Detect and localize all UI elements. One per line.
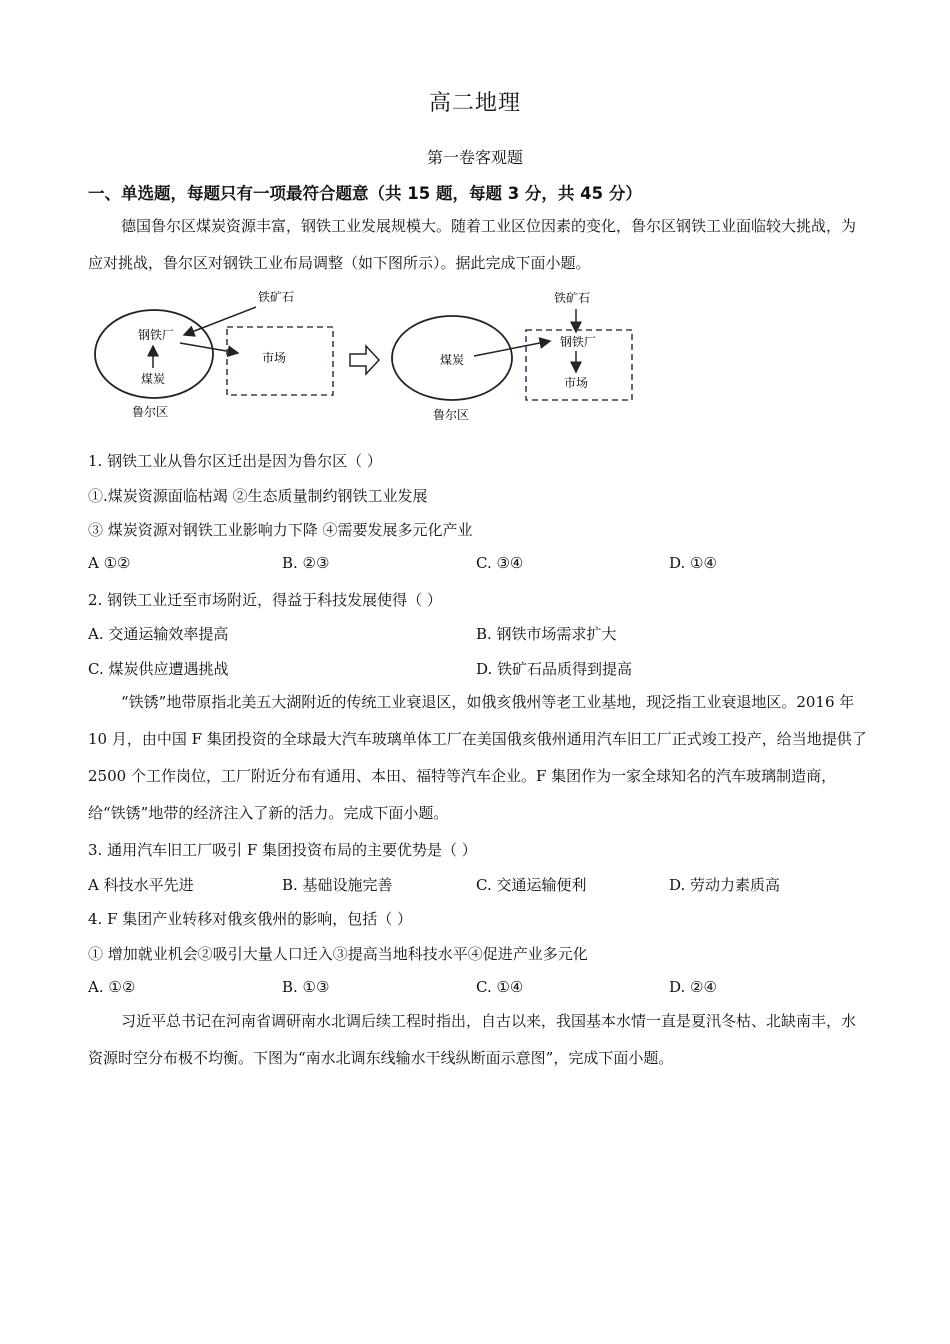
coal-label-left: 煤炭 [141,372,166,386]
q3-option-a[interactable]: A 科技水平先进 [88,876,194,894]
market-label-right: 市场 [564,376,589,390]
region-label-left: 鲁尔区 [132,405,169,419]
q2-option-d[interactable]: D. 铁矿石品质得到提高 [476,660,633,678]
q1-option-b[interactable]: B. ②③ [282,554,330,572]
q3-option-c[interactable]: C. 交通运输便利 [476,876,587,894]
q4-option-d[interactable]: D. ②④ [669,978,717,996]
passage-ruhr: 德国鲁尔区煤炭资源丰富，钢铁工业发展规模大。随着工业区位因素的变化，鲁尔区钢铁工业面临较大挑战，为应对挑战，鲁尔区对钢铁工业布局调整（如下图所示）。据此完成下面小题。 [88,217,857,272]
steel-plant-label-right: 钢铁厂 [560,335,597,349]
market-label-left: 市场 [262,351,287,365]
region-label-right: 鲁尔区 [433,408,470,422]
q4-option-c[interactable]: C. ①④ [476,978,524,996]
question-1-stem: 1. 钢铁工业从鲁尔区迁出是因为鲁尔区（ ） [88,452,382,470]
coal-label-right: 煤炭 [440,353,465,367]
passage-water-diversion: 习近平总书记在河南省调研南水北调后续工程时指出，自古以来，我国基本水情一直是夏汛冬枯、北缺南丰，水资源时空分布极不均衡。下图为“南水北调东线输水干线纵断面示意图”，完成下面小题。 [88,1012,857,1067]
plant-to-market-arrow [180,343,238,353]
q2-option-a[interactable]: A. 交通运输效率提高 [88,625,229,643]
question-3-stem: 3. 通用汽车旧工厂吸引 F 集团投资布局的主要优势是（ ） [88,841,477,859]
passage-rust-belt: “铁锈”地带原指北美五大湖附近的传统工业衰退区，如俄亥俄州等老工业基地，现泛指工业衰退地区。2016 年 10 月，由中国 F 集团投资的全球最大汽车玻璃单体工厂在美国俄亥俄州通用汽车旧工厂正式竣工投产，给当地提供了 2500 个工作岗位，工厂附近分布有通用、本田、福特等汽车企业。F 集团作为一家全球知名的汽车玻璃制造商，给“铁锈”地带的经济注入了新的活力。完成下面小题。 [88,693,867,822]
q2-option-b[interactable]: B. 钢铁市场需求扩大 [476,625,617,643]
q1-option-c[interactable]: C. ③④ [476,554,524,572]
q4-option-b[interactable]: B. ①③ [282,978,330,996]
question-4-stem: 4. F 集团产业转移对俄亥俄州的影响，包括（ ） [88,910,413,928]
question-1-items-2: ③ 煤炭资源对钢铁工业影响力下降 ④需要发展多元化产业 [88,521,473,539]
iron-ore-label-left: 铁矿石 [258,290,295,304]
q4-option-a[interactable]: A. ①② [88,978,136,996]
ore-to-plant-arrow [184,307,256,335]
q2-option-c[interactable]: C. 煤炭供应遭遇挑战 [88,660,229,678]
section-heading: 一、单选题，每题只有一项最符合题意（共 15 题，每题 3 分，共 45 分） [88,184,642,203]
q1-option-d[interactable]: D. ①④ [669,554,717,572]
question-2-stem: 2. 钢铁工业迁至市场附近，得益于科技发展使得（ ） [88,591,442,609]
q3-option-d[interactable]: D. 劳动力素质高 [669,876,781,894]
page-subtitle: 第一卷客观题 [426,148,523,167]
ruhr-layout-diagram [88,282,648,428]
q1-option-a[interactable]: A ①② [88,554,131,572]
page-title: 高二地理 [428,91,521,116]
transition-arrow [350,346,379,374]
question-4-items: ① 增加就业机会②吸引大量人口迁入③提高当地科技水平④促进产业多元化 [88,945,588,963]
q3-option-b[interactable]: B. 基础设施完善 [282,876,393,894]
iron-ore-label-right: 铁矿石 [554,291,591,305]
question-1-items-1: ①.煤炭资源面临枯竭 ②生态质量制约钢铁工业发展 [88,487,428,505]
steel-plant-label-left: 钢铁厂 [138,328,175,342]
